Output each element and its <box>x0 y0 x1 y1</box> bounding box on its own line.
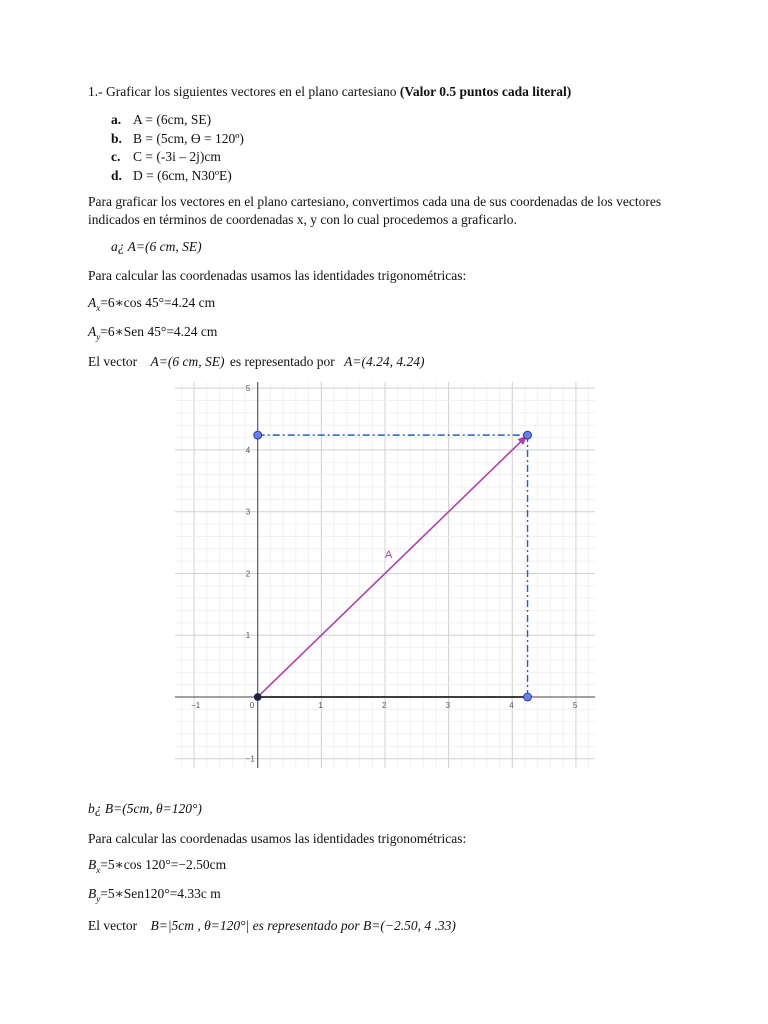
ax-expression: =6∗cos 45°=4.24 cm <box>100 295 216 310</box>
part-a-calc-text: Para calcular las coordenadas usamos las identidades trigonométricas: <box>88 268 467 283</box>
item-text: A = (6cm, SE) <box>133 112 212 127</box>
origin-point <box>254 693 261 700</box>
list-item <box>111 148 244 167</box>
item-letter: b. <box>111 130 122 146</box>
list-item <box>111 111 244 130</box>
part-b-vector-line <box>88 918 456 934</box>
question-text: 1.- Graficar los siguientes vectores en el plano cartesiano <box>88 84 400 99</box>
x-tick-label: 2 <box>382 700 387 710</box>
part-a-ay-equation <box>88 324 217 340</box>
y-tick-label: −1 <box>245 754 255 764</box>
part-b-label: b¿ B=(5cm, θ=120°) <box>88 801 202 816</box>
ay-expression: =6∗Sen 45°=4.24 cm <box>100 324 218 339</box>
vector-mid-text: es representado por <box>229 354 335 369</box>
vector-definition: A=(6 cm, SE) <box>150 354 225 369</box>
list-item <box>111 130 244 149</box>
vector-prefix: El vector <box>88 918 138 933</box>
vector-prefix: El vector <box>88 354 138 369</box>
ay-subscript: y <box>96 332 101 342</box>
by-symbol: B <box>88 886 97 901</box>
y-tick-label: 3 <box>245 507 251 517</box>
part-a-label: a¿ A=(6 cm, SE) <box>111 239 202 254</box>
item-letter: a. <box>111 112 122 127</box>
y-tick-label: 1 <box>245 631 251 641</box>
x-tick-label: 4 <box>509 700 514 710</box>
part-a-vector-line <box>88 354 425 370</box>
graph-point <box>254 431 262 439</box>
question-header <box>88 84 571 100</box>
vector-result: B=|5cm , θ=120°| es representado por B=(−2.50, 4 .33) <box>150 918 456 933</box>
bx-expression: =5∗cos 120°=−2.50cm <box>100 857 227 872</box>
intro-paragraph: Para graficar los vectores en el plano cartesiano, convertimos cada una de sus coordenadas de los vectores indicados en términos de coordenadas x, y con lo cual procedemos a graficarlo. <box>88 194 662 227</box>
part-b-bx-equation <box>88 857 226 873</box>
item-letter: d. <box>111 167 122 183</box>
graph-point <box>524 431 532 439</box>
item-text: D = (6cm, N30ºE) <box>133 167 232 183</box>
vector-a-label: A <box>385 549 393 562</box>
x-tick-label: 3 <box>445 700 451 710</box>
x-tick-label: 1 <box>318 700 323 710</box>
part-b-by-equation <box>88 886 221 902</box>
x-tick-label: −1 <box>191 700 201 710</box>
item-text: B = (5cm, Ө = 120º) <box>133 130 244 146</box>
list-item <box>111 167 244 186</box>
grid <box>175 382 595 768</box>
cartesian-graph <box>175 382 595 768</box>
bx-subscript: x <box>96 865 101 875</box>
by-subscript: y <box>96 894 101 904</box>
item-text: C = (-3i – 2j)cm <box>133 149 221 164</box>
question-points: (Valor 0.5 puntos cada literal) <box>399 84 572 99</box>
x-tick-label: 5 <box>572 700 578 710</box>
x-tick-label: 0 <box>249 700 255 710</box>
item-letter: c. <box>111 149 121 164</box>
graph-point <box>524 693 532 701</box>
part-a-ax-equation <box>88 295 215 311</box>
vector-result: A=(4.24, 4.24) <box>344 354 425 369</box>
ay-symbol: A <box>88 324 97 339</box>
y-tick-label: 4 <box>245 445 251 455</box>
ax-subscript: x <box>96 303 101 313</box>
ax-symbol: A <box>88 295 97 310</box>
bx-symbol: B <box>88 857 97 872</box>
y-tick-label: 2 <box>245 569 251 579</box>
by-expression: =5∗Sen120°=4.33c m <box>100 886 221 901</box>
part-b-calc-text: Para calcular las coordenadas usamos las identidades trigonométricas: <box>88 831 467 846</box>
vector-list <box>111 111 244 185</box>
y-tick-label: 5 <box>245 384 251 394</box>
